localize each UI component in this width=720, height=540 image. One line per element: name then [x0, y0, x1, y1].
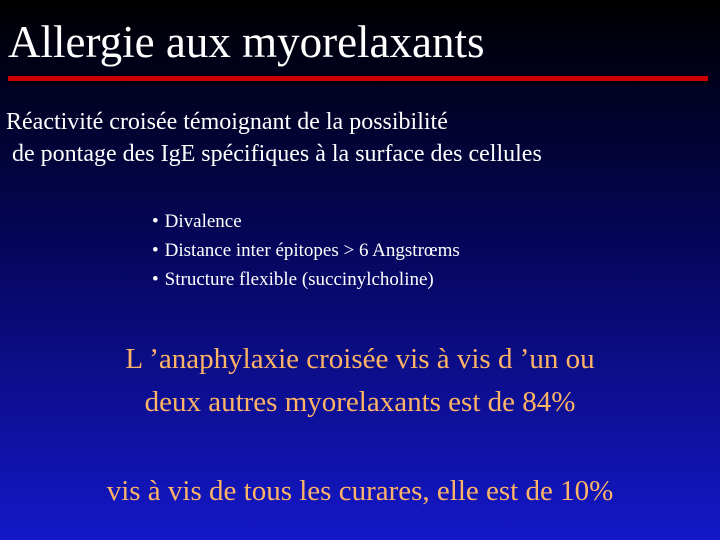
curares-statement: vis à vis de tous les curares, elle est de 10%	[106, 475, 614, 507]
bullet-list	[152, 207, 460, 294]
bullet-icon: •	[152, 240, 159, 261]
subtitle	[6, 106, 542, 170]
bullet-text: Structure flexible (succinylcholine)	[164, 269, 434, 290]
bullet-icon: •	[152, 269, 159, 290]
bullet-text: Distance inter épitopes > 6 Angstrœms	[164, 240, 460, 261]
bullet-item	[152, 236, 460, 265]
subtitle-line-1: Réactivité croisée témoignant de la possibilité	[6, 109, 448, 135]
title-underline	[8, 76, 708, 81]
bullet-text: Divalence	[164, 211, 242, 232]
bullet-icon: •	[152, 211, 159, 232]
cross-reactivity-statement	[0, 338, 720, 424]
statement-line-2: deux autres myorelaxants est de 84%	[144, 386, 576, 418]
statement-line-1: L ’anaphylaxie croisée vis à vis d ’un ou	[125, 343, 595, 375]
slide-title: Allergie aux myorelaxants	[8, 17, 485, 67]
bullet-item	[152, 265, 460, 294]
subtitle-line-2: de pontage des IgE spécifiques à la surface des cellules	[6, 141, 542, 167]
bullet-item	[152, 207, 460, 236]
